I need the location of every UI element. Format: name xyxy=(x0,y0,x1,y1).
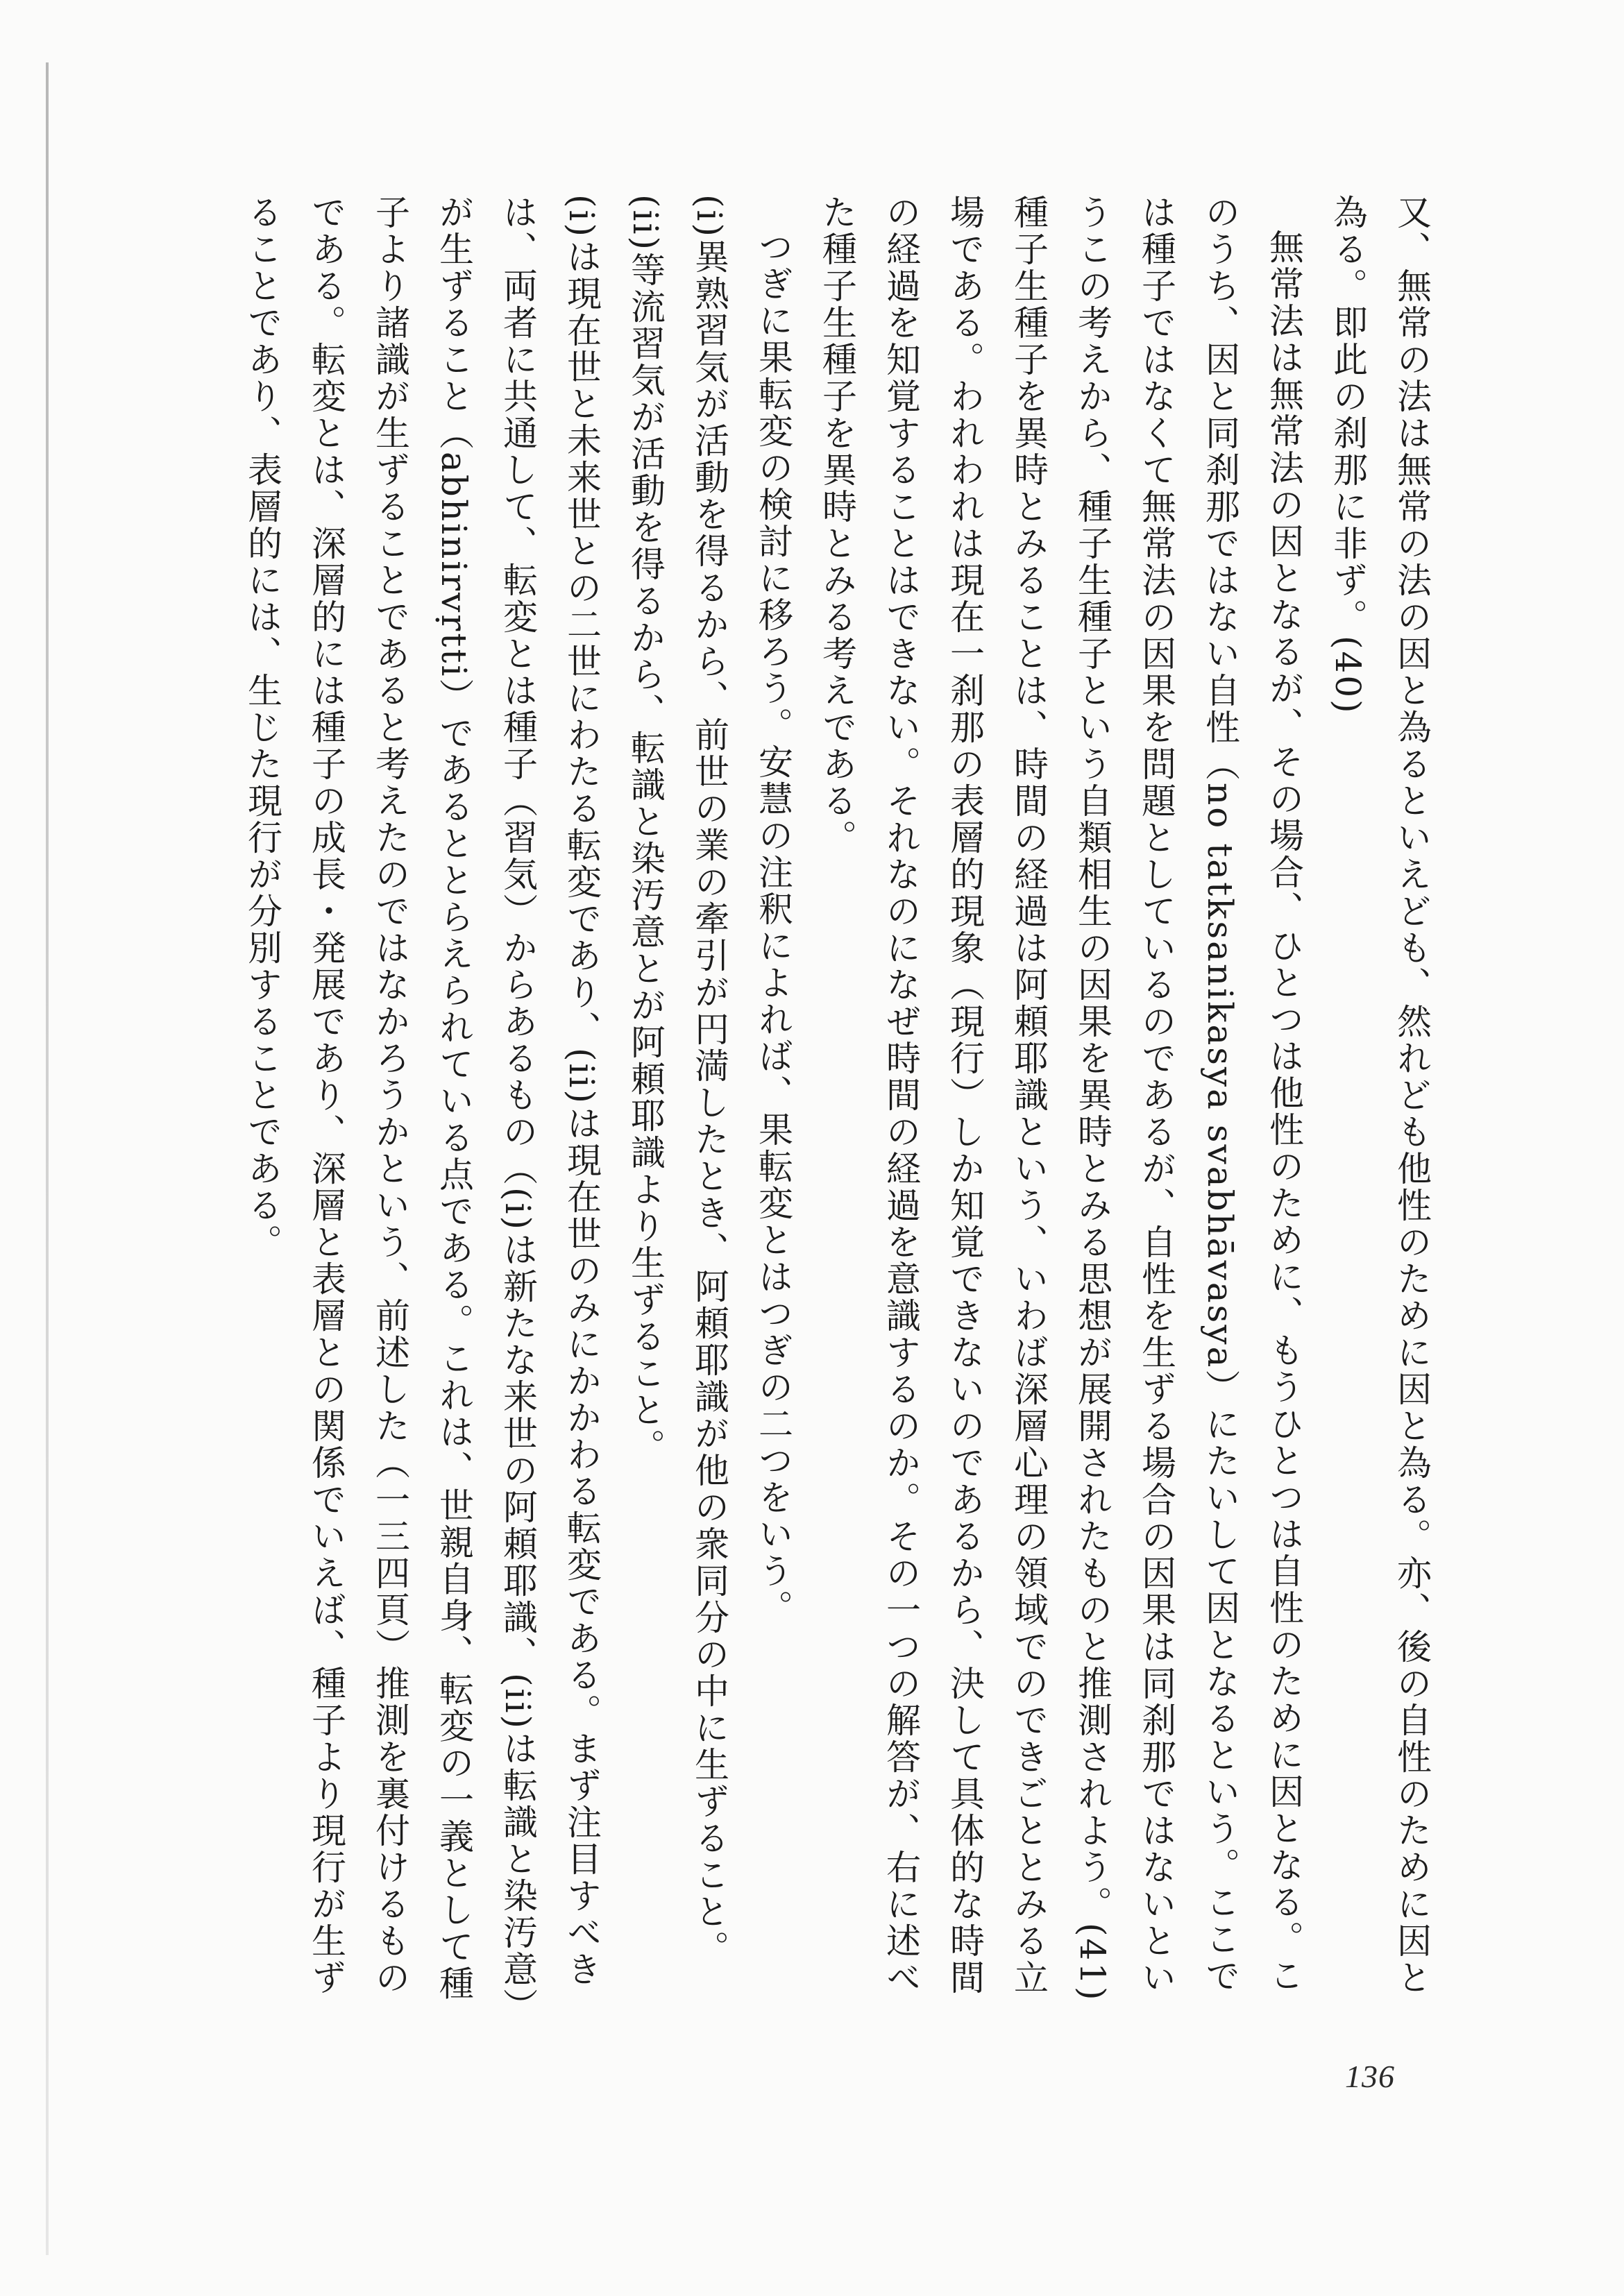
vertical-text-body xyxy=(242,194,1444,2026)
paragraph-quote: 又、無常の法は無常の法の因と為るといえども、然れども他性のために因と為る。亦、後の自性のために因と為る。即此の刹那に非ず。(40) xyxy=(1328,194,1432,1996)
paragraph-item-ii: (ii)等流習気が活動を得るから、転識と染汚意とが阿頼耶識より生ずること。 xyxy=(625,194,666,1465)
binding-edge xyxy=(46,62,49,2255)
paragraph-explanation: 無常法は無常法の因となるが、その場合、ひとつは他性のために、もうひとつは自性のために因となる。このうち、因と同刹那ではない自性（no tatksanikasya svabhāvasya）にたいして因となるという。ここでは種子ではなくて無常法の因果を問題としているのであるが、自性を生ずる場合の因果は同刹那ではないというこの考えから、種子生種子という自類相生の因果を異時とみる思想が展開されたものと推測されよう。(41) 種子生種子を異時とみることは、時間の経過は阿頼耶識という、いわば深層心理の領域でのできごととみる立場である。われわれは現在一刹那の表層的現象（現行）しか知覚できないのであるから、決して具体的な時間の経過を知覚することはできない。それなのになぜ時間の経過を意識するのか。その一つの解答が、右に述べた種子生種子を異時とみる考えである。 xyxy=(817,194,1304,2002)
paragraph-analysis: (i)は現在世と未来世との二世にわたる転変であり、(ii)は現在世のみにかかわる転変である。まず注目すべきは、両者に共通して、転変とは種子（習気）からあるもの（(i)は新たな来世の阿頼耶識、(ii)は転識と染汚意）が生ずること（abhinirvṛtti）であるととらえられている点である。これは、世親自身、転変の一義として種子より諸識が生ずることであると考えたのではなかろうかという、前述した（一三四頁）推測を裏付けるものである。転変とは、深層的には種子の成長・発展であり、深層と表層との関係でいえば、種子より現行が生ずることであり、表層的には、生じた現行が分別することである。 xyxy=(242,194,602,2025)
page-number: 136 xyxy=(1345,2059,1395,2094)
paragraph-transformation-intro: つぎに果転変の検討に移ろう。安慧の注釈によれば、果転変とはつぎの二つをいう。 xyxy=(753,229,793,1626)
paragraph-item-i: (i)異熟習気が活動を得るから、前世の業の牽引が円満したとき、阿頼耶識が他の衆同分の中に生ずること。 xyxy=(689,194,729,1968)
